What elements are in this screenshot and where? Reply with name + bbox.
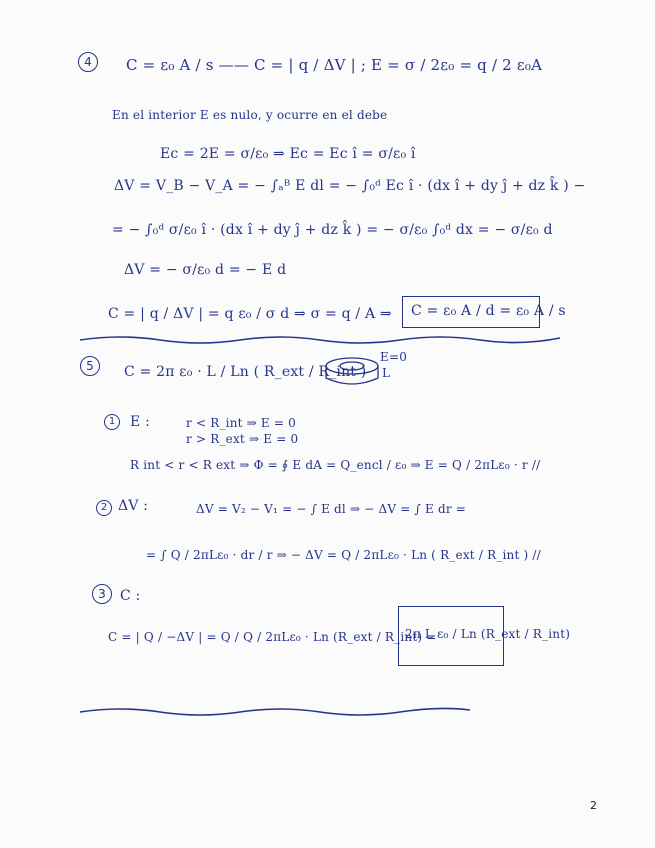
s4-result-box <box>402 296 566 328</box>
s5-part3-label: C : <box>120 588 141 604</box>
s5-part1-line-b: r > R_ext ⇒ E = 0 <box>186 432 299 446</box>
s5-result-box <box>398 606 571 666</box>
s5-part1-number: 1 <box>104 414 120 430</box>
s4-formula-line1: C = ε₀ A / s —— C = | q / ΔV | ; E = σ / 2ε₀ = q / 2 ε₀A <box>126 56 543 74</box>
s5-part3-number: 3 <box>92 584 112 604</box>
section-5-number: 5 <box>80 356 100 376</box>
section-4-number: 4 <box>78 52 98 72</box>
s5-part3-line-a: C = | Q / −ΔV | = Q / Q / 2πLε₀ · Ln (R_ext / R_int) = <box>108 630 437 644</box>
s5-part2-line-a: ΔV = V₂ − V₁ = − ∫ E dl ⇒ − ΔV = ∫ E dr = <box>196 502 467 516</box>
s4-note: En el interior E es nulo, y ocurre en el debe <box>112 108 388 122</box>
s5-sketch-label-e: E=0 <box>380 350 408 364</box>
s5-formula-line1: C = 2π ε₀ · L / Ln ( R_ext / R_int ) <box>124 364 367 380</box>
s5-part1-label: E : <box>130 414 150 430</box>
wavy-divider-2 <box>80 708 470 715</box>
s5-boxed-result: 2π L ε₀ / Ln (R_ext / R_int) <box>405 627 571 641</box>
s4-formula-line6: ΔV = − σ/ε₀ d = − E d <box>124 262 287 278</box>
s5-sketch-label-l: L <box>382 366 391 380</box>
s4-formula-line5: = − ∫₀ᵈ σ/ε₀ î · (dx î + dy ĵ + dz k̂ ) = − σ/ε₀ ∫₀ᵈ dx = − σ/ε₀ d <box>112 222 553 238</box>
s5-part2-line-b: = ∫ Q / 2πLε₀ · dr / r ⇒ − ΔV = Q / 2πLε₀ · Ln ( R_ext / R_int ) // <box>146 548 541 562</box>
s4-boxed-result: C = ε₀ A / d = ε₀ A / s <box>411 303 566 319</box>
s4-formula-line7: C = | q / ΔV | = q ε₀ / σ d ⇒ σ = q / A ⇒ <box>108 306 392 322</box>
s5-part2-label: ΔV : <box>118 498 149 514</box>
s5-part1-line-c: R int < r < R ext ⇒ Φ = ∮ E dA = Q_encl / ε₀ ⇒ E = Q / 2πLε₀ · r // <box>130 458 541 472</box>
s5-part1-line-a: r < R_int ⇒ E = 0 <box>186 416 297 430</box>
wavy-divider-1 <box>80 337 560 343</box>
s4-formula-line4: ΔV = V_B − V_A = − ∫ₐᴮ E dl = − ∫₀ᵈ Ec î · (dx î + dy ĵ + dz k̂ ) − <box>114 178 586 194</box>
s4-formula-line3: Ec = 2E = σ/ε₀ ⇒ Ec = Ec î = σ/ε₀ î <box>160 146 416 162</box>
page-number: 2 <box>590 799 597 812</box>
s5-part2-number: 2 <box>96 500 112 516</box>
